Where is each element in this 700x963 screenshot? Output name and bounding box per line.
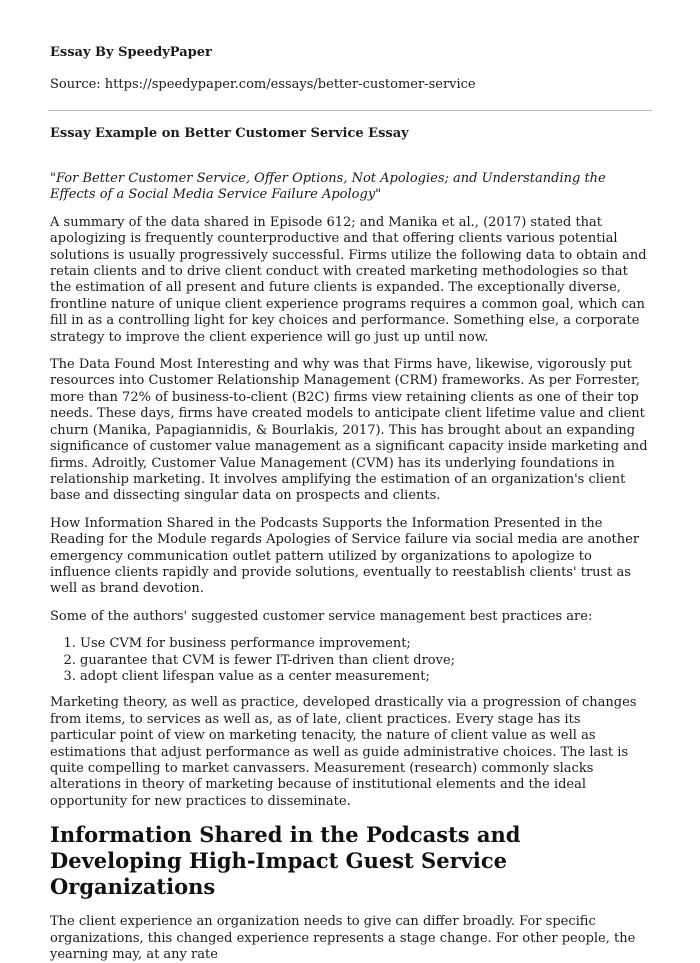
source-line: Source: https://speedypaper.com/essays/better-customer-service bbox=[50, 77, 476, 92]
list-item: 1. Use CVM for business performance improvement; bbox=[80, 636, 650, 652]
essay-title: Essay Example on Better Customer Service Essay bbox=[50, 126, 409, 141]
paragraph-data-found: The Data Found Most Interesting and why was that Firms have, likewise, vigorously put resources into Customer Relationship Management (CRM) frameworks. As per Forrester, more than 72% of business-to-client (B2C) firms view retaining clients as one of their top needs. These days, firms have created models to anticipate client lifetime value and client churn (Manika, Papagiannidis, & Bourlakis, 2017). This has brought about an expanding significance of customer value management as a significant capacity inside marketing and firms. Adroitly, Customer Value Management (CVM) has its underlying foundations in relationship marketing. It involves amplifying the estimation of an organization's client base and dissecting singular data on prospects and clients. bbox=[50, 357, 648, 504]
essay-byline: Essay By SpeedyPaper bbox=[50, 45, 212, 60]
header-divider bbox=[48, 110, 652, 111]
paragraph-marketing-theory: Marketing theory, as well as practice, developed drastically via a progression of changes from items, to services as well as, as of late, client practices. Every stage has its particular point of view on marketing tenacity, the nature of client value as well as estimations that adjust performance as well as guide administrative choices. The last is quite compelling to market canvassers. Measurement (research) commonly slacks alterations in theory of marketing because of institutional elements and the ideal opportunity for new practices to disseminate. bbox=[50, 695, 637, 809]
section-heading: Information Shared in the Podcasts and Developing High-Impact Guest Service Organizations bbox=[50, 822, 521, 900]
paragraph-summary: A summary of the data shared in Episode 612; and Manika et al., (2017) stated that apologizing is frequently counterproductive and that offering clients various potential solutions is usually progressively successful. Firms utilize the following data to obtain and retain clients and to drive client conduct with created marketing methodologies so that the estimation of all present and future clients is expanded. The exceptionally diverse, frontline nature of unique client experience programs requires a common goal, which can fill in as a controlling light for key choices and performance. Something else, a corporate strategy to improve the client experience will go just up until now. bbox=[50, 214, 647, 345]
paragraph-list-intro: Some of the authors' suggested customer service management best practices are: bbox=[50, 608, 593, 624]
list-item: 3. adopt client lifespan value as a center measurement; bbox=[80, 669, 650, 685]
paragraph-client-experience: The client experience an organization needs to give can differ broadly. For specific organizations, this changed experience represents a stage change. For other people, the yearning may, at any rate bbox=[50, 914, 636, 963]
paragraph-podcast-support: How Information Shared in the Podcasts Supports the Information Presented in the Reading for the Module regards Apologies of Service failure via social media are another emergency communication outlet pattern utilized by organizations to apologize to influence clients rapidly and provide solutions, eventually to reestablish clients' trust as well as brand devotion. bbox=[50, 515, 640, 597]
best-practices-list bbox=[50, 636, 650, 685]
list-item: 2. guarantee that CVM is fewer IT-driven than client drove; bbox=[80, 653, 650, 669]
quoted-title: "For Better Customer Service, Offer Options, Not Apologies; and Understanding the Effects of a Social Media Service Failure Apology" bbox=[50, 171, 606, 203]
